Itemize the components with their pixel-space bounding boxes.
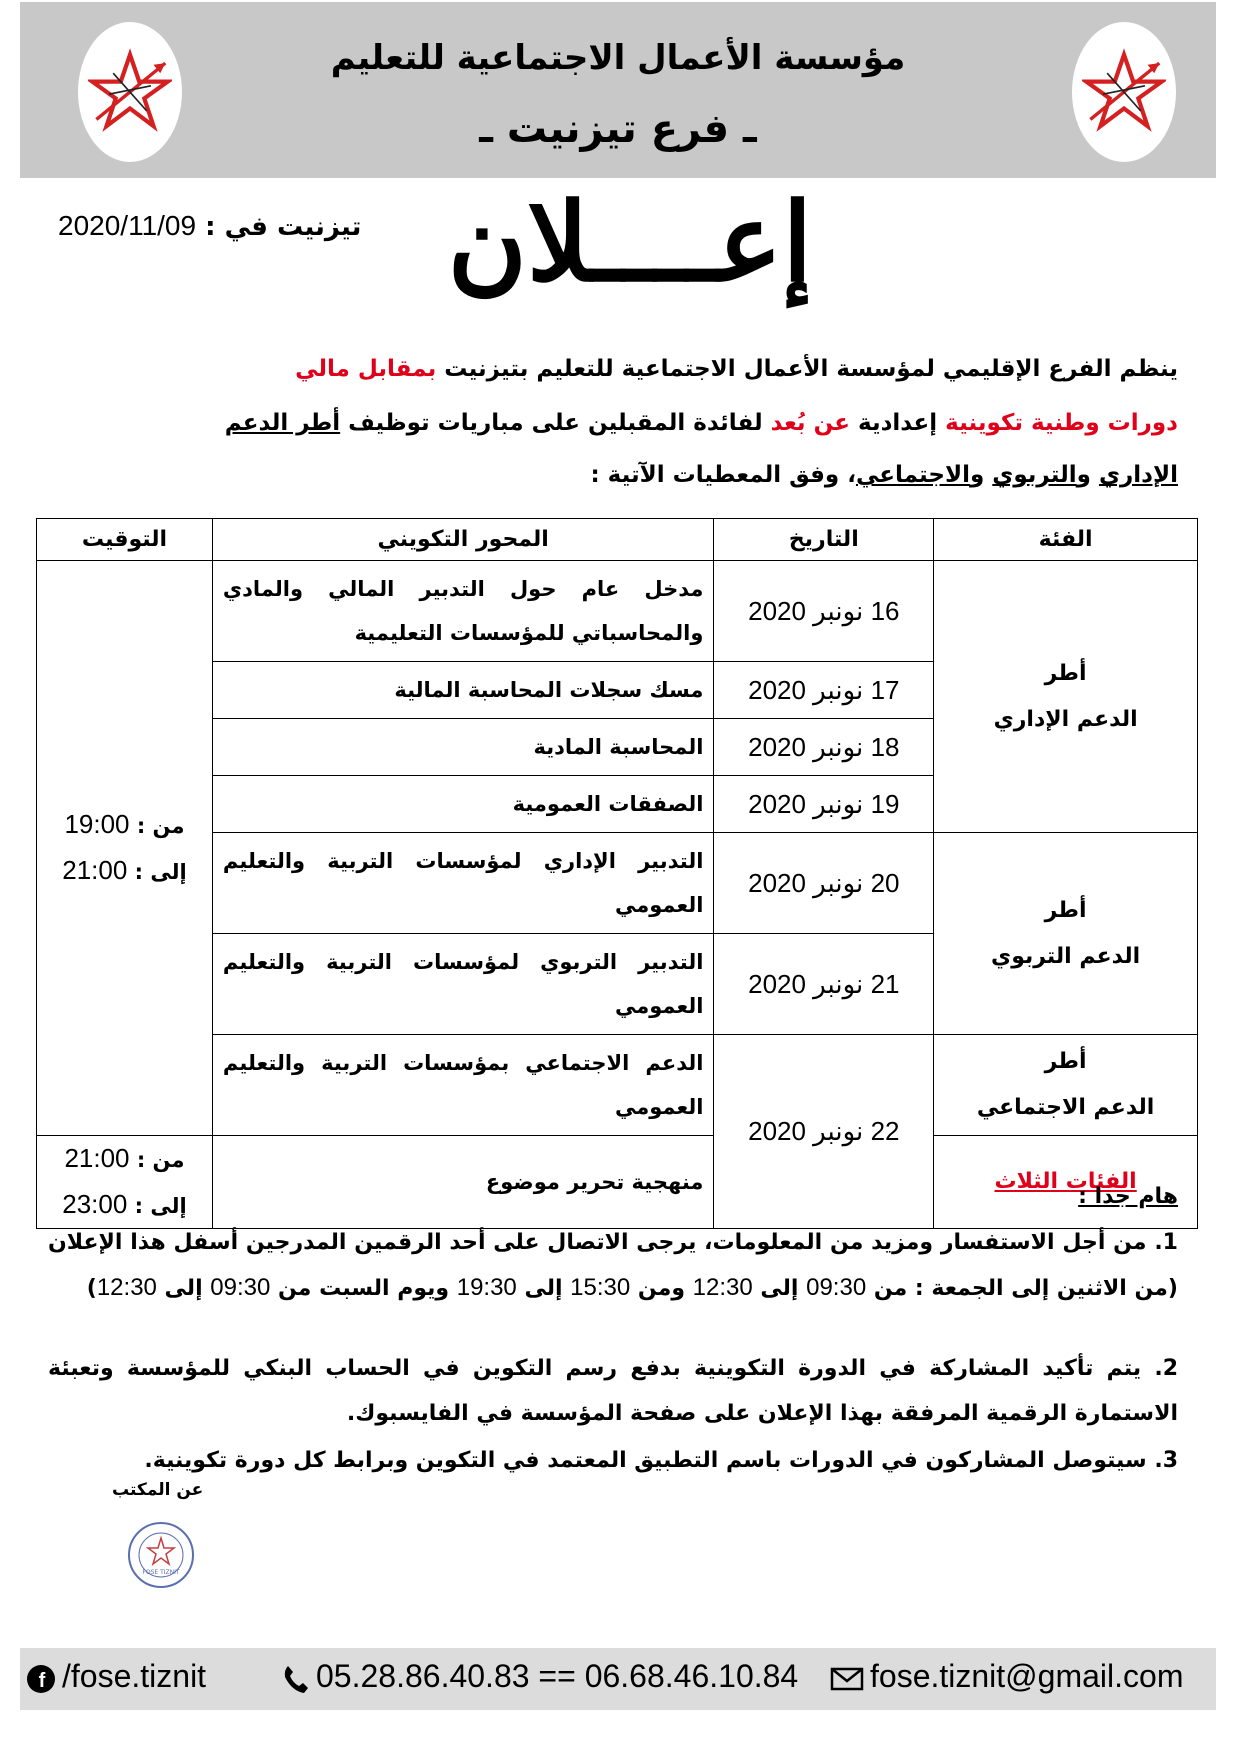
- intro-line-1: [38, 356, 1178, 382]
- session-axis: الدعم الاجتماعي بمؤسسات التربية والتعليم العمومي: [212, 1035, 714, 1136]
- contact-footer: [20, 1648, 1216, 1710]
- header-time: التوقيت: [37, 519, 213, 561]
- phone-contact[interactable]: [282, 1658, 798, 1695]
- email-contact[interactable]: [830, 1658, 1183, 1695]
- note-text: ): [86, 1276, 97, 1301]
- time-value: 23:00: [62, 1189, 128, 1219]
- session-date: [714, 833, 934, 934]
- session-date: [714, 1035, 934, 1229]
- mail-icon: [830, 1667, 864, 1691]
- intro-admin: الإداري: [1098, 462, 1178, 488]
- time-from: [37, 1136, 212, 1182]
- category-label: أطر: [1044, 660, 1087, 686]
- logo-right: [1072, 22, 1176, 162]
- month-year: نونبر 2020: [748, 595, 864, 626]
- day-number: 18: [870, 731, 900, 762]
- note-text: ومن: [630, 1276, 693, 1301]
- facebook-contact[interactable]: [26, 1658, 206, 1695]
- time-value: 12:30: [692, 1274, 753, 1301]
- time-value: 09:30: [806, 1274, 867, 1301]
- category-edu: [934, 833, 1198, 1035]
- intro-line-2: [38, 410, 1178, 436]
- category-social: [934, 1035, 1198, 1136]
- header-axis: المحور التكويني: [212, 519, 714, 561]
- category-admin: [934, 561, 1198, 833]
- session-date: [714, 719, 934, 776]
- day-number: 21: [870, 968, 900, 999]
- session-axis: التدبير التربوي لمؤسسات التربية والتعليم العمومي: [212, 934, 714, 1035]
- notes-title: هام جدا :: [1078, 1184, 1178, 1209]
- month-year: نونبر 2020: [748, 674, 864, 705]
- session-date: [714, 561, 934, 662]
- day-number: 17: [870, 674, 900, 705]
- from-label: من :: [136, 1148, 185, 1172]
- time-value: 21:00: [62, 855, 128, 885]
- month-year: نونبر 2020: [748, 788, 864, 819]
- time-to: [37, 848, 212, 894]
- note-3: 3. سيتوصل المشاركون في الدورات باسم التطبيق المعتمد في التكوين وبرابط كل دورة تكوينية.: [144, 1448, 1178, 1473]
- branch-title: ـ فرع تيزنيت ـ: [479, 106, 757, 152]
- session-date: [714, 662, 934, 719]
- header-date: التاريخ: [714, 519, 934, 561]
- category-all-label: الفئات الثلاث: [994, 1169, 1137, 1194]
- note-text: إلى: [752, 1276, 807, 1301]
- month-year: نونبر 2020: [748, 867, 864, 898]
- table-header-row: [37, 519, 1198, 561]
- time-slot-1: [37, 561, 213, 1136]
- note-text: ويوم السبت من: [270, 1276, 457, 1301]
- day-number: 20: [870, 867, 900, 898]
- intro-text: إعدادية: [849, 410, 946, 436]
- intro-text: ينظم الفرع الإقليمي لمؤسسة الأعمال الاجتماعية للتعليم بتيزنيت: [436, 356, 1178, 382]
- note-text: إلى: [516, 1276, 571, 1301]
- intro-text: و: [969, 462, 993, 488]
- svg-text:f: f: [38, 1669, 46, 1692]
- session-axis: مسك سجلات المحاسبة المالية: [212, 662, 714, 719]
- office-stamp: [126, 1520, 196, 1590]
- category-label: الدعم الاجتماعي: [976, 1095, 1155, 1120]
- facebook-handle[interactable]: /fose.tiznit: [62, 1658, 207, 1694]
- session-axis: المحاسبة المادية: [212, 719, 714, 776]
- note-number: 1.: [1146, 1230, 1178, 1255]
- day-number: 22: [870, 1116, 900, 1146]
- note-2: 2. يتم تأكيد المشاركة في الدورة التكوينية بدفع رسم التكوين في الحساب البنكي للمؤسسة وتعبئة الاستمارة الرقمية المرفقة بهذا الإعلان على صفحة المؤسسة في الفايسبوك.: [48, 1356, 1178, 1426]
- note-text: من أجل الاستفسار ومزيد من المعلومات، يرجى الاتصال على أحد الرقمين المدرجين أسفل هذا الإعلان (من الاثنين إلى الجمعة : من: [48, 1230, 1178, 1301]
- from-label: من :: [136, 814, 185, 838]
- category-label: أطر: [1044, 1049, 1087, 1074]
- date-label: تيزنيت في :: [205, 212, 362, 242]
- intro-line-3: [38, 462, 1178, 488]
- header-banner: [20, 2, 1216, 178]
- intro-text: لفائدة المقبلين على مباريات توظيف: [340, 410, 771, 436]
- month-year: نونبر 2020: [748, 968, 864, 999]
- category-label: الدعم التربوي: [991, 943, 1141, 969]
- page-heading: إعــــلان: [447, 180, 813, 306]
- time-slot-2: [37, 1136, 213, 1229]
- star-arrow-logo-icon: [1082, 48, 1166, 132]
- day-number: 16: [870, 595, 900, 626]
- office-signature: عن المكتب: [112, 1480, 204, 1500]
- time-from: [37, 802, 212, 848]
- category-label: الدعم الإداري: [993, 706, 1138, 732]
- session-axis: منهجية تحرير موضوع: [212, 1136, 714, 1229]
- org-title: مؤسسة الأعمال الاجتماعية للتعليم: [330, 38, 906, 78]
- time-value: 19:00: [64, 809, 130, 839]
- category-label: أطر: [1044, 897, 1087, 923]
- table-row: [37, 561, 1198, 662]
- time-value: 12:30: [96, 1274, 157, 1301]
- session-axis: التدبير الإداري لمؤسسات التربية والتعليم العمومي: [212, 833, 714, 934]
- time-value: 19:30: [456, 1274, 517, 1301]
- email-address[interactable]: fose.tiznit@gmail.com: [870, 1658, 1184, 1694]
- intro-social: الاجتماعي: [855, 462, 970, 488]
- day-number: 19: [870, 788, 900, 819]
- month-year: نونبر 2020: [748, 1116, 864, 1146]
- session-axis: الصفقات العمومية: [212, 776, 714, 833]
- phone-numbers[interactable]: 05.28.86.40.83 == 06.68.46.10.84: [316, 1658, 799, 1694]
- table-row: [37, 1136, 1198, 1229]
- announcement-date: [58, 210, 361, 242]
- date-value: 2020/11/09: [58, 210, 197, 241]
- intro-support-staff: أطر الدعم: [224, 410, 341, 436]
- session-axis: مدخل عام حول التدبير المالي والمادي والمحاسباتي للمؤسسات التعليمية: [212, 561, 714, 662]
- note-text: إلى: [156, 1276, 211, 1301]
- intro-text: ، وفق المعطيات الآتية :: [590, 462, 856, 488]
- session-date: [714, 934, 934, 1035]
- intro-text: و: [1076, 462, 1099, 488]
- session-date: [714, 776, 934, 833]
- header-category: الفئة: [934, 519, 1198, 561]
- time-value: 15:30: [570, 1274, 631, 1301]
- facebook-icon: [26, 1664, 56, 1694]
- stamp-text: FOSE TIZNIT: [142, 1569, 180, 1576]
- intro-courses-highlight: دورات وطنية تكوينية: [945, 410, 1178, 436]
- month-year: نونبر 2020: [748, 731, 864, 762]
- intro-remote-highlight: عن بُعد: [770, 410, 850, 436]
- to-label: إلى :: [134, 860, 187, 884]
- note-1: [48, 1220, 1178, 1311]
- schedule-table: [36, 518, 1198, 1229]
- time-value: 21:00: [64, 1143, 130, 1173]
- intro-paid-highlight: بمقابل مالي: [295, 356, 437, 382]
- to-label: إلى :: [134, 1194, 187, 1218]
- time-value: 09:30: [210, 1274, 271, 1301]
- intro-edu: التربوي: [992, 462, 1077, 488]
- category-all: [934, 1136, 1198, 1229]
- phone-icon: [282, 1664, 310, 1694]
